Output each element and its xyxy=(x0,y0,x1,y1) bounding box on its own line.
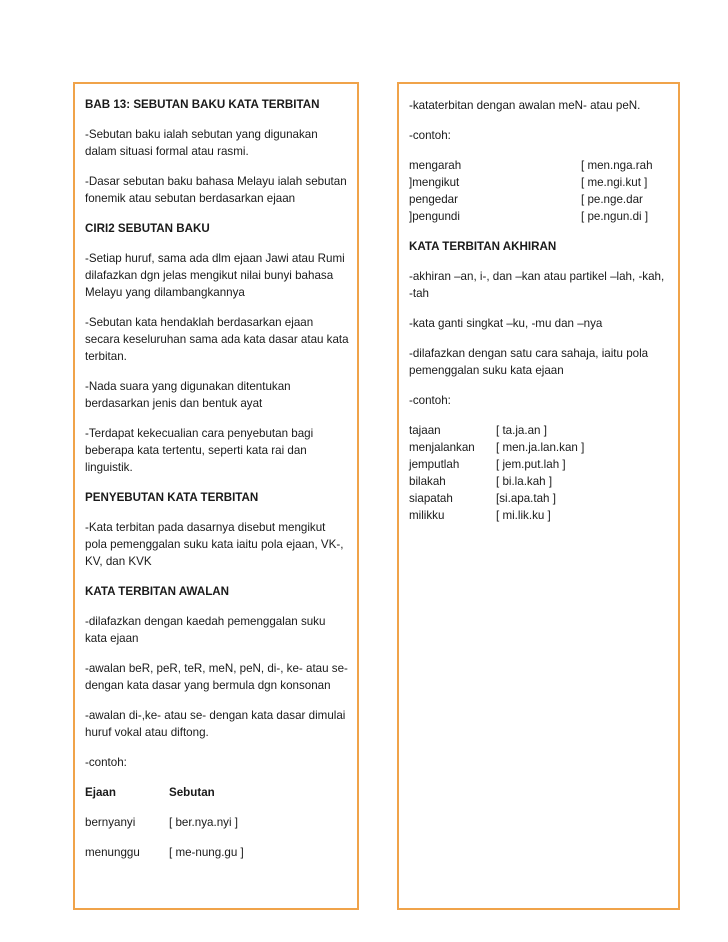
list-word: tajaan xyxy=(409,424,441,437)
list-item xyxy=(409,174,670,191)
header-sebutan: Sebutan xyxy=(169,786,215,799)
paragraph-pola: -Kata terbitan pada dasarnya disebut mengikut pola pemenggalan suku kata iaitu pola ejaan, VK-, KV, dan KVK xyxy=(85,521,344,568)
list-word: pengedar xyxy=(409,193,458,206)
row-sebutan: [ ber.nya.nyi ] xyxy=(169,816,238,829)
list-word: ]mengikut xyxy=(409,176,460,189)
contoh-label: -contoh: xyxy=(85,756,127,769)
list-word: menjalankan xyxy=(409,441,475,454)
clipped-next-line xyxy=(85,906,347,910)
ciri-item-3: -Nada suara yang digunakan ditentukan berdasarkan jenis dan bentuk ayat xyxy=(85,380,291,410)
list-pron: [ me.ngi.kut ] xyxy=(581,176,648,189)
list-akhiran xyxy=(409,422,670,524)
list-word: milikku xyxy=(409,509,445,522)
awalan-item-3: -awalan di-,ke- atau se- dengan kata dasar dimulai huruf vokal atau diftong. xyxy=(85,709,346,739)
list-pron: [ bi.la.kah ] xyxy=(496,475,553,488)
row-ejaan: bernyanyi xyxy=(85,816,136,829)
list-word: siapatah xyxy=(409,492,453,505)
list-word: jemputlah xyxy=(409,458,460,471)
list-item xyxy=(409,208,670,225)
heading-penyebutan: PENYEBUTAN KATA TERBITAN xyxy=(85,491,259,504)
list-pron: [ ta.ja.an ] xyxy=(496,424,547,437)
list-item xyxy=(409,157,670,174)
akhiran-item-2: -kata ganti singkat –ku, -mu dan –nya xyxy=(409,317,603,330)
heading-awalan: KATA TERBITAN AWALAN xyxy=(85,585,230,598)
table-row xyxy=(85,814,349,831)
akhiran-item-1: -akhiran –an, i-, dan –kan atau partikel –lah, -kah, -tah xyxy=(409,270,665,300)
list-word: ]pengundi xyxy=(409,210,460,223)
list-pron: [ jem.put.lah ] xyxy=(496,458,566,471)
list-pron: [ pe.nge.dar xyxy=(581,193,643,206)
row-ejaan: menunggu xyxy=(85,846,140,859)
list-word: mengarah xyxy=(409,159,462,172)
ciri-item-1: -Setiap huruf, sama ada dlm ejaan Jawi atau Rumi dilafazkan dgn jelas mengikut nilai bunyi bahasa Melayu yang dilambangkannya xyxy=(85,252,345,299)
list-pron: [si.apa.tah ] xyxy=(496,492,556,505)
list-men-pen xyxy=(409,157,670,225)
list-item xyxy=(409,490,670,507)
ciri-item-4: -Terdapat kekecualian cara penyebutan bagi beberapa kata tertentu, seperti kata rai dan linguistik. xyxy=(85,427,314,474)
right-column-box xyxy=(397,82,680,910)
chapter-title: BAB 13: SEBUTAN BAKU KATA TERBITAN xyxy=(85,98,320,111)
header-ejaan: Ejaan xyxy=(85,786,116,799)
table-header xyxy=(85,784,349,801)
list-pron: [ pe.ngun.di ] xyxy=(581,210,649,223)
list-item xyxy=(409,191,670,208)
left-column-box xyxy=(73,82,359,910)
table-row xyxy=(85,844,349,861)
row-sebutan: [ me-nung.gu ] xyxy=(169,846,244,859)
list-item xyxy=(409,507,670,524)
akhiran-item-3: -dilafazkan dengan satu cara sahaja, iaitu pola pemenggalan suku kata ejaan xyxy=(409,347,649,377)
awalan-item-1: -dilafazkan dengan kaedah pemenggalan suku kata ejaan xyxy=(85,615,326,645)
list-item xyxy=(409,439,670,456)
list-word: bilakah xyxy=(409,475,446,488)
heading-ciri: CIRI2 SEBUTAN BAKU xyxy=(85,222,210,235)
paragraph-basis: -Dasar sebutan baku bahasa Melayu ialah sebutan fonemik atau sebutan berdasarkan ejaan xyxy=(85,175,347,205)
contoh-label: -contoh: xyxy=(409,394,451,407)
paragraph-definition: -Sebutan baku ialah sebutan yang digunakan dalam situasi formal atau rasmi. xyxy=(85,128,318,158)
list-item xyxy=(409,422,670,439)
list-pron: [ men.nga.rah xyxy=(581,159,653,172)
list-item xyxy=(409,473,670,490)
list-pron: [ men.ja.lan.kan ] xyxy=(496,441,585,454)
list-pron: [ mi.lik.ku ] xyxy=(496,509,551,522)
list-item xyxy=(409,456,670,473)
contoh-label: -contoh: xyxy=(409,129,451,142)
heading-akhiran: KATA TERBITAN AKHIRAN xyxy=(409,240,557,253)
paragraph-men-pen: -kataterbitan dengan awalan meN- atau peN. xyxy=(409,99,641,112)
ciri-item-2: -Sebutan kata hendaklah berdasarkan ejaan secara keseluruhan sama ada kata dasar atau kata terbitan. xyxy=(85,316,349,363)
awalan-item-2: -awalan beR, peR, teR, meN, peN, di-, ke- atau se- dengan kata dasar yang bermula dgn konsonan xyxy=(85,662,348,692)
